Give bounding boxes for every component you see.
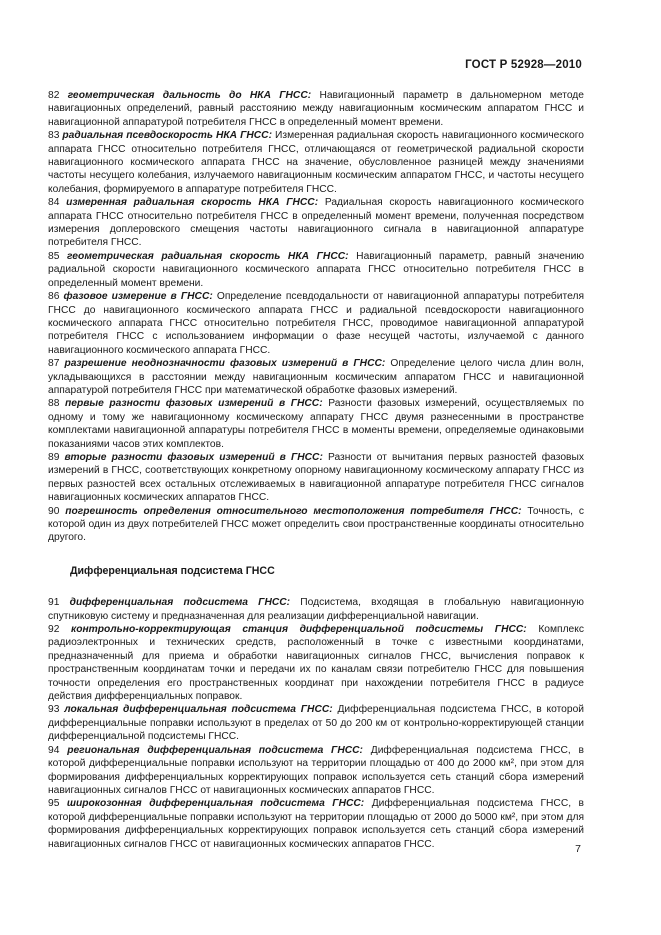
entry-definition: Дифференциальная подсистема ГНСС, в которой дифференциальные поправки используют в пределах от 50 до 200 км от контрольно-корректирующей станции дифференциальной подсистемы ГНСС. bbox=[48, 704, 584, 743]
entry-number: 95 bbox=[48, 798, 60, 810]
entry-definition: Разности фазовых измерений, осуществляемых по одному и тому же навигационному космическому аппарату ГНСС двумя разнесенными в пространстве комплектами навигационной аппаратуры потребителя ГНСС в моменты времени, определяемые одинаковыми показаниями часов этих комплектов. bbox=[48, 398, 584, 450]
entry-definition: Определение целого числа длин волн, укладывающихся в расстоянии между навигационным космическим аппаратом ГНСС и навигационной аппаратурой потребителя ГНСС при математической обработке фазовых измерений. bbox=[48, 358, 584, 396]
term-entry bbox=[48, 290, 584, 357]
standard-header: ГОСТ Р 52928—2010 bbox=[465, 59, 582, 71]
term-entry bbox=[48, 129, 584, 196]
entry-number: 85 bbox=[48, 250, 60, 262]
term-entry bbox=[48, 596, 584, 623]
entry-term: погрешность определения относительного местоположения потребителя ГНСС: bbox=[65, 505, 522, 517]
term-entry bbox=[48, 451, 584, 505]
entry-number: 94 bbox=[48, 744, 60, 756]
entry-number: 91 bbox=[48, 597, 60, 609]
term-entry bbox=[48, 89, 584, 129]
entry-number: 84 bbox=[48, 197, 60, 209]
term-entry bbox=[48, 623, 584, 703]
entry-number: 83 bbox=[48, 130, 60, 142]
entry-number: 89 bbox=[48, 451, 60, 463]
entry-definition: Навигационный параметр в дальномерном методе навигационных определений, равный расстоянию между навигационным космическим аппаратом ГНСС и навигационной аппаратурой потребителя ГНСС в определенный момент времени. bbox=[48, 90, 584, 128]
term-entry bbox=[48, 744, 584, 798]
entry-definition: Разности от вычитания первых разностей фазовых измерений в ГНСС, соответствующих конкретному опорному навигационному космическому аппарату ГНСС из первых разностей всех остальных отслеживаемых в навигационной аппаратуре потребителя ГНСС сигналов навигационных космических аппаратов ГНСС. bbox=[48, 451, 584, 504]
entry-term: контрольно-корректирующая станция дифференциальной подсистемы ГНСС: bbox=[71, 624, 527, 636]
entry-definition: Определение псевдодальности от навигационной аппаратуры потребителя ГНСС до навигационного космического аппарата ГНСС и радиальной псевдоскорости навигационного космического аппарата ГНСС относительно потребителя ГНСС, проводимое навигационной аппаратурой потребителя ГНСС с использованием информации о фазе несущей частоты, излучаемой с данного навигационного космического аппарата ГНСС. bbox=[48, 291, 584, 356]
entries-list-b bbox=[48, 596, 584, 851]
page-number: 7 bbox=[575, 843, 581, 855]
entry-number: 87 bbox=[48, 358, 60, 370]
entry-definition: Измеренная радиальная скорость навигационного космического аппарата ГНСС относительно потребителя ГНСС, отличающаяся от геометрической радиальной скорости навигационного космического аппарата ГНСС на значение, обусловленное разницей между значениями частоты несущего колебания, излучаемого навигационным космическим аппаратом ГНСС, и частоты несущего колебания, формируемого в аппаратуре потребителя ГНСС. bbox=[48, 130, 584, 195]
entry-definition: Комплекс радиоэлектронных и технических средств, расположенный в точке с известными координатами, предназначенный для приема и обработки навигационных сигналов ГНСС, вычисления поправок к пространственным координатам точки и передачи их по каналам связи потребителю ГНСС для повышения точности определения его пространственных координат при нахождении потребителя ГНСС в радиусе действия дифференциальных поправок. bbox=[48, 624, 584, 703]
entry-definition: Радиальная скорость навигационного космического аппарата ГНСС относительно потребителя ГНСС в определенный момент времени, полученная посредством измерения доплеровского смещения частоты навигационного сигнала в навигационной аппаратуре потребителя ГНСС. bbox=[48, 197, 585, 249]
entry-definition: Подсистема, входящая в глобальную навигационную спутниковую систему и предназначенная для реализации дифференциальной навигации. bbox=[48, 597, 584, 622]
entry-number: 92 bbox=[48, 624, 60, 636]
entry-definition: Навигационный параметр, равный значению радиальной скорости навигационного космического аппарата ГНСС относительно потребителя ГНСС в определенный момент времени. bbox=[48, 250, 585, 289]
term-entry bbox=[48, 250, 584, 290]
entry-term: локальная дифференциальная подсистема ГНСС: bbox=[64, 704, 333, 716]
entry-number: 93 bbox=[48, 704, 60, 716]
entry-term: региональная дифференциальная подсистема ГНСС: bbox=[67, 744, 363, 756]
entry-definition: Дифференциальная подсистема ГНСС, в которой дифференциальные поправки используют на территории площадью от 400 до 2000 км², при этом для формирования дифференциальных корректирующих поправок используется сеть станций сбора измерений навигационных сигналов ГНСС от навигационных космических аппаратов ГНСС. bbox=[48, 744, 584, 796]
entry-term: фазовое измерение в ГНСС: bbox=[63, 291, 213, 303]
entry-number: 88 bbox=[48, 398, 60, 410]
term-entry bbox=[48, 196, 584, 250]
entries-list-a bbox=[48, 89, 584, 545]
entry-definition: Дифференциальная подсистема ГНСС, в которой дифференциальные поправки используют на территории площадью от 2000 до 5000 км², при этом для формирования дифференциальных корректирующих поправок используется сеть станций сбора измерений навигационных сигналов ГНСС от навигационных космических аппаратов ГНСС. bbox=[48, 798, 585, 850]
entry-number: 82 bbox=[48, 90, 60, 101]
term-entry bbox=[48, 703, 584, 743]
entry-term: первые разности фазовых измерений в ГНСС: bbox=[64, 398, 323, 410]
entry-term: вторые разности фазовых измерений в ГНСС: bbox=[64, 451, 323, 463]
entry-term: геометрическая радиальная скорость НКА ГНСС: bbox=[67, 250, 349, 262]
entry-term: радиальная псевдоскорость НКА ГНСС: bbox=[62, 130, 272, 142]
entry-term: измеренная радиальная скорость НКА ГНСС: bbox=[66, 197, 319, 209]
term-entry bbox=[48, 357, 584, 397]
entry-number: 90 bbox=[48, 505, 60, 517]
term-entry bbox=[48, 397, 584, 451]
document-body bbox=[48, 89, 584, 851]
entry-definition: Точность, с которой один из двух потребителей ГНСС может определить свои пространственные координаты относительно другого. bbox=[48, 505, 585, 544]
term-entry bbox=[48, 505, 584, 545]
entry-term: дифференциальная подсистема ГНСС: bbox=[69, 597, 291, 609]
entry-number: 86 bbox=[48, 291, 60, 303]
term-entry bbox=[48, 797, 584, 851]
entry-term: геометрическая дальность до НКА ГНСС: bbox=[67, 90, 312, 101]
entry-term: широкозонная дифференциальная подсистема ГНСС: bbox=[66, 798, 365, 810]
section-title: Дифференциальная подсистема ГНСС bbox=[70, 564, 275, 577]
entry-term: разрешение неоднозначности фазовых измерений в ГНСС: bbox=[64, 358, 386, 370]
